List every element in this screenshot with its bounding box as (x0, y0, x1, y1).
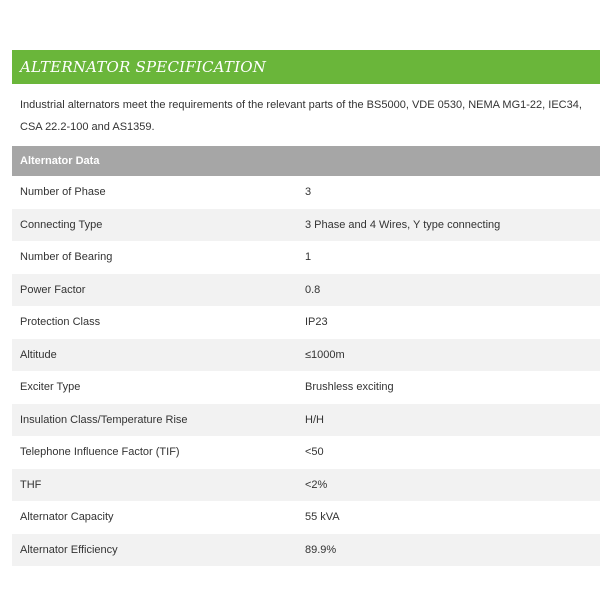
spec-row (12, 371, 600, 404)
spec-label: Protection Class (20, 316, 101, 329)
spec-label: Exciter Type (20, 381, 81, 394)
spec-value: Brushless exciting (305, 381, 394, 394)
spec-row (12, 306, 600, 339)
spec-label: Connecting Type (20, 218, 103, 231)
spec-value: 1 (305, 251, 312, 264)
spec-label: Alternator Efficiency (20, 543, 118, 556)
section-header (12, 146, 600, 176)
spec-row (12, 176, 600, 209)
spec-row (12, 241, 600, 274)
alternator-spec-sheet (12, 50, 600, 566)
spec-row (12, 436, 600, 469)
spec-value: 55 kVA (305, 511, 340, 524)
spec-value: 3 Phase and 4 Wires, Y type connecting (305, 218, 501, 231)
spec-row (12, 404, 600, 437)
spec-table (12, 176, 600, 566)
spec-value: <50 (305, 446, 324, 459)
spec-value: <2% (305, 478, 328, 491)
spec-label: Power Factor (20, 283, 86, 296)
spec-value: ≤1000m (305, 348, 345, 361)
spec-row (12, 469, 600, 502)
spec-value: 3 (305, 186, 312, 199)
spec-row (12, 274, 600, 307)
spec-label: Number of Phase (20, 186, 106, 199)
page-title: ALTERNATOR SPECIFICATION (20, 58, 267, 76)
section-header-label: Alternator Data (20, 155, 100, 167)
spec-row (12, 339, 600, 372)
spec-label: THF (20, 478, 42, 491)
spec-value: H/H (305, 413, 324, 426)
spec-row (12, 501, 600, 534)
title-bar (12, 50, 600, 84)
spec-row (12, 534, 600, 567)
spec-value: IP23 (305, 316, 328, 329)
spec-label: Insulation Class/Temperature Rise (20, 413, 188, 426)
spec-label: Altitude (20, 348, 57, 361)
spec-label: Alternator Capacity (20, 511, 114, 524)
spec-row (12, 209, 600, 242)
spec-label: Number of Bearing (20, 251, 113, 264)
intro-paragraph: Industrial alternators meet the requirements of the relevant parts of the BS5000, VDE 0530, NEMA MG1-22, IEC34, CSA 22.2-100 and AS1359. (20, 99, 582, 133)
spec-value: 0.8 (305, 283, 321, 296)
spec-label: Telephone Influence Factor (TIF) (20, 446, 180, 459)
spec-value: 89.9% (305, 543, 337, 556)
